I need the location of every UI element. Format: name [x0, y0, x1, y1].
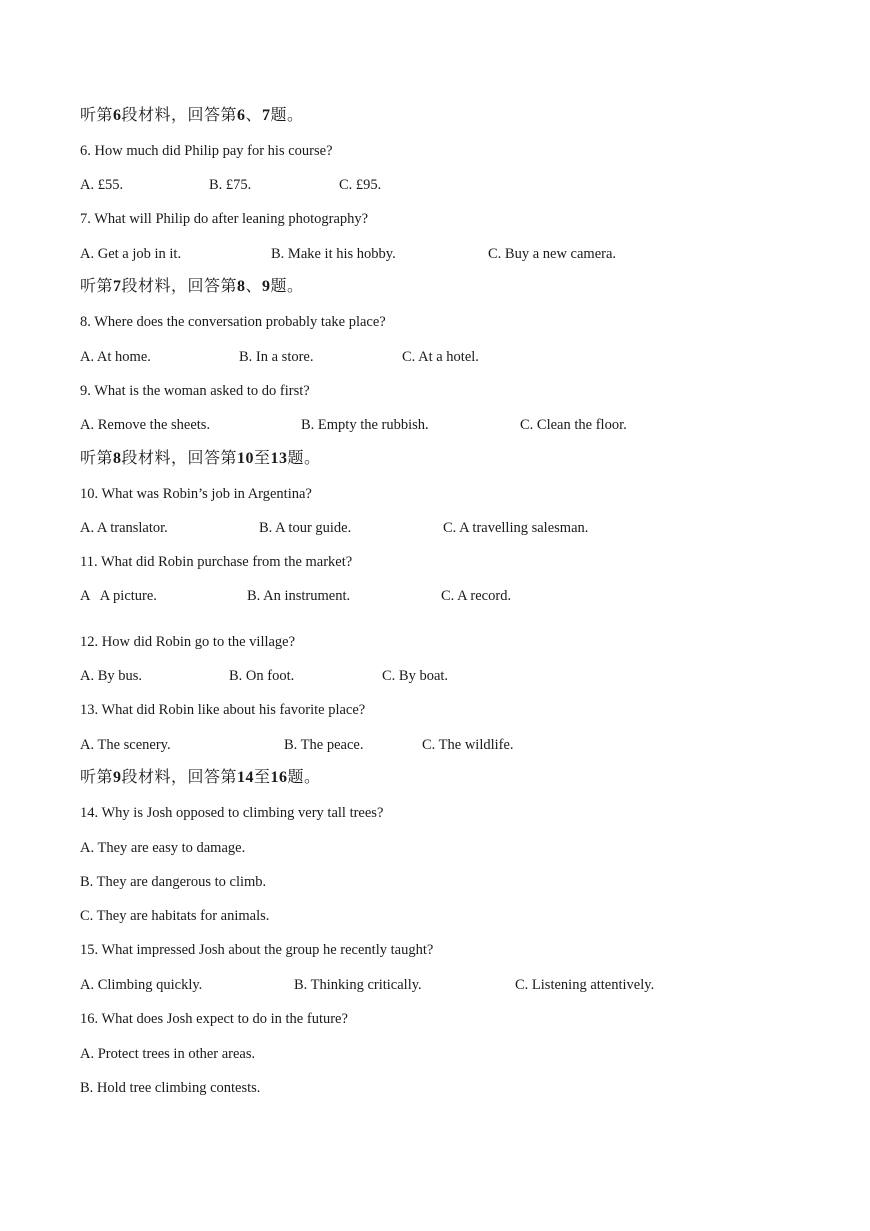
option-a: A. At home.: [80, 349, 151, 365]
section-heading-9: 听第9段材料，回答第14至16题。: [80, 769, 321, 786]
question-13: 13. What did Robin like about his favorite place?: [80, 702, 366, 718]
option-b: B. An instrument.: [247, 588, 351, 604]
option-b: B. Hold tree climbing contests.: [80, 1080, 261, 1096]
question-15: 15. What impressed Josh about the group he recently taught?: [80, 942, 434, 958]
question-10: 10. What was Robin’s job in Argentina?: [80, 486, 312, 502]
question-16: 16. What does Josh expect to do in the future?: [80, 1011, 348, 1027]
option-a: A. Protect trees in other areas.: [80, 1046, 256, 1062]
option-b: B. The peace.: [284, 737, 364, 753]
option-c: C. Clean the floor.: [520, 417, 627, 433]
option-c: C. At a hotel.: [402, 349, 479, 365]
option-a: A. £55.: [80, 177, 124, 193]
option-c: C. £95.: [339, 177, 382, 193]
option-b: B. £75.: [209, 177, 252, 193]
option-b: B. They are dangerous to climb.: [80, 874, 267, 890]
option-b: B. Empty the rubbish.: [301, 417, 429, 433]
option-a: A A picture.: [80, 588, 157, 604]
option-c: C. Listening attentively.: [515, 977, 655, 993]
option-c: C. They are habitats for animals.: [80, 908, 270, 924]
section-heading-6: 听第6段材料，回答第6、7题。: [80, 107, 304, 124]
question-14: 14. Why is Josh opposed to climbing very tall trees?: [80, 805, 384, 821]
option-b: B. Make it his hobby.: [271, 246, 396, 262]
option-c: C. A travelling salesman.: [443, 520, 589, 536]
question-12: 12. How did Robin go to the village?: [80, 634, 296, 650]
option-b: B. In a store.: [239, 349, 314, 365]
option-c: C. The wildlife.: [422, 737, 514, 753]
option-a: A. Remove the sheets.: [80, 417, 211, 433]
option-c: C. By boat.: [382, 668, 449, 684]
option-a: A. The scenery.: [80, 737, 171, 753]
question-8: 8. Where does the conversation probably take place?: [80, 314, 386, 330]
question-9: 9. What is the woman asked to do first?: [80, 383, 310, 399]
option-a: A. By bus.: [80, 668, 143, 684]
option-b: B. On foot.: [229, 668, 295, 684]
question-6: 6. How much did Philip pay for his course?: [80, 143, 333, 159]
question-7: 7. What will Philip do after leaning photography?: [80, 211, 369, 227]
option-c: C. A record.: [441, 588, 512, 604]
option-a: A. Climbing quickly.: [80, 977, 203, 993]
section-heading-8: 听第8段材料，回答第10至13题。: [80, 450, 321, 467]
option-a: A. A translator.: [80, 520, 168, 536]
option-a: A. Get a job in it.: [80, 246, 182, 262]
option-b: B. A tour guide.: [259, 520, 352, 536]
option-a: A. They are easy to damage.: [80, 840, 246, 856]
section-heading-7: 听第7段材料，回答第8、9题。: [80, 278, 304, 295]
option-b: B. Thinking critically.: [294, 977, 422, 993]
option-c: C. Buy a new camera.: [488, 246, 617, 262]
question-11: 11. What did Robin purchase from the market?: [80, 554, 353, 570]
